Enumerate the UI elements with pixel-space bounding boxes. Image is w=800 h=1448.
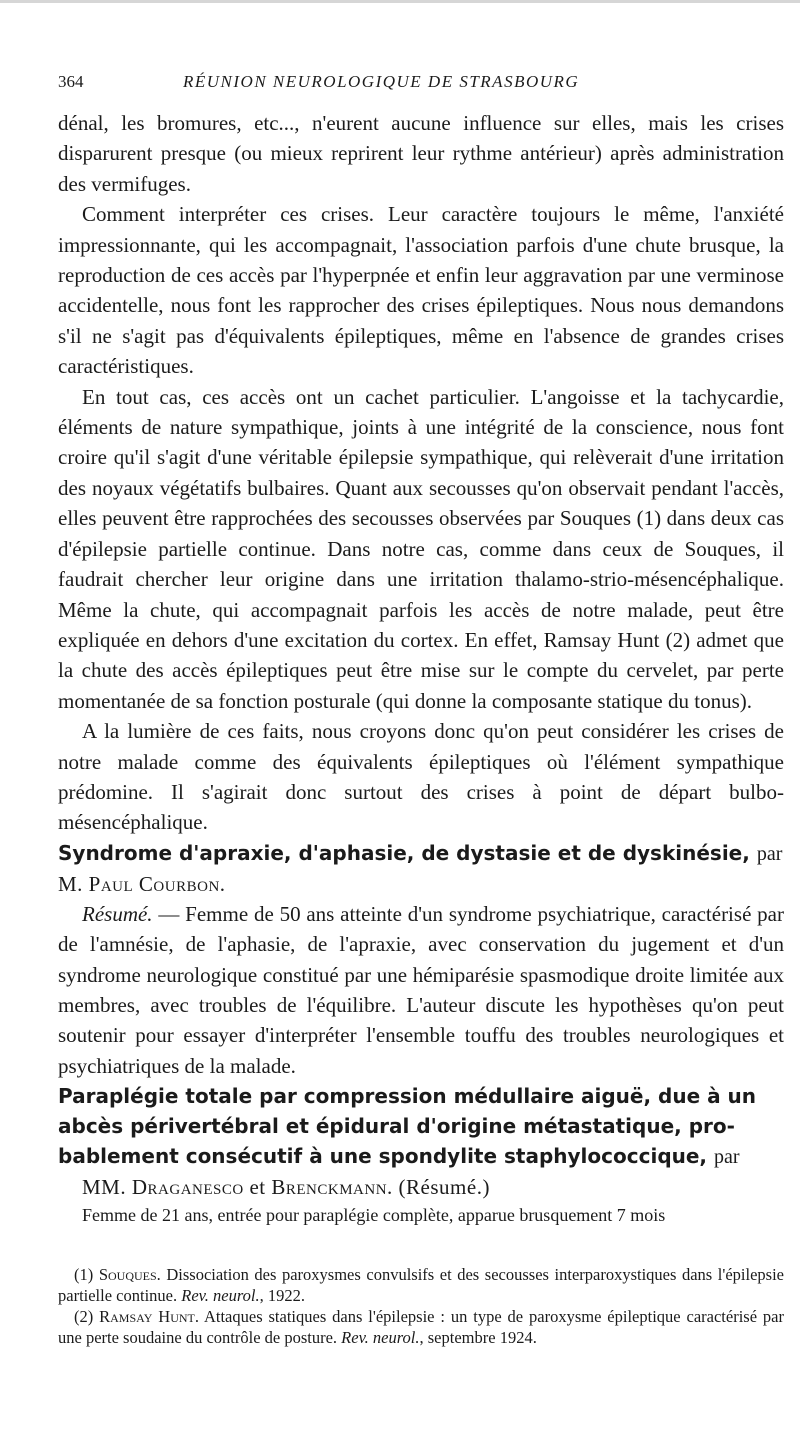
article-title-apraxia (58, 838, 784, 869)
resume-label: Résumé. (82, 901, 153, 926)
footnote-1-author: Souques (98, 1265, 157, 1284)
page-top-border (0, 0, 800, 3)
article-paraplegia-first-line: Femme de 21 ans, entrée pour paraplégie complète, apparue brusquement 7 mois (82, 1205, 666, 1226)
article-abstract-apraxia (58, 899, 784, 1081)
article-authors-paraplegia (82, 1172, 784, 1202)
article-author-courbon: M. Paul Courbon. (58, 871, 226, 896)
running-head: RÉUNION NEUROLOGIQUE DE STRASBOURG (183, 72, 580, 91)
page-number: 364 (58, 72, 84, 91)
authors-prefix: MM. (82, 1175, 132, 1200)
resume-text: — Femme de 50 ans atteinte d'un syndrome psychiatrique, caractérisé par de l'amnésie, de l'aphasie, de l'apraxie, avec conservation du jugement et d'un syndrome neurologique constitué par une hémiparésie spasmodique droite limitée aux membres, avec troubles de l'équilibre. L'auteur discute les hypothèses qu'on peut soutenir pour essayer d'interpréter l'ensemble touffu des troubles neurologiques et psychiatriques de la malade. (58, 901, 784, 1078)
paragraph-conclusion: A la lumière de ces faits, nous croyons donc qu'on peut considérer les crises de notre malade comme des équivalents épileptiques où l'élément sympathique prédomine. Il s'agirait donc surtout des crises à point de départ bulbo-mésencéphalique. (58, 719, 784, 835)
article-title-paraplegia-par: par (714, 1146, 740, 1169)
footnote-1-marker: (1) (74, 1265, 99, 1284)
article-title-paraplegia (58, 1081, 784, 1202)
article-title-apraxia-par: par (756, 842, 783, 865)
article-title-paraplegia-line1: Paraplégie totale par compression médullaire aiguë, due à un (58, 1084, 757, 1109)
footnote-2-journal: Rev. neurol. (341, 1328, 420, 1347)
author-brenckmann: Brenckmann (271, 1175, 388, 1200)
footnote-2-year: , septembre 1924. (419, 1328, 537, 1347)
paragraph-interpretation: Comment interpréter ces crises. Leur caractère toujours le même, l'anxiété impressionnante, qui les accompagnait, l'association parfois d'une chute brusque, la reproduction de ces accès par l'hyperpnée et enfin leur aggravation par une verminose accidentelle, nous font les rapprocher des crises épileptiques. Nous nous demandons s'il ne s'agit pas d'équivalents épileptiques, même en l'absence de grandes crises caractéristiques. (58, 202, 784, 379)
footnotes (58, 1264, 784, 1348)
article-title-paraplegia-line3-wrap (58, 1141, 784, 1172)
author-draganesco: Draganesco (131, 1175, 244, 1200)
article-title-paraplegia-line2: abcès périvertébral et épidural d'origine métastatique, pro- (58, 1114, 735, 1139)
paragraph-sympathetic-epilepsy: En tout cas, ces accès ont un cachet particulier. L'angoisse et la tachycardie, éléments de nature sympathique, joints à une intégrité de la conscience, nous font croire qu'il s'agit d'une véritable épilepsie sympathique, qui relèverait d'une irritation des noyaux végétatifs bulbaires. Quant aux secousses qu'on observait pendant l'accès, elles peuvent être rapprochées des secousses observées par Souques (1) dans deux cas d'épilepsie partielle continue. Dans notre cas, comme dans ceux de Souques, il faudrait chercher leur origine dans une irritation thalamo-strio-mésencéphalique. Même la chute, qui accompagnait parfois les accès de notre malade, peut être expliquée en dehors d'une excitation du cortex. En effet, Ramsay Hunt (2) admet que la chute des accès épileptiques peut être mise sur le compte du cervelet, par perte momentanée de sa fonction posturale (qui donne la composante statique du tonus). (58, 384, 784, 713)
footnote-2-marker: (2) (74, 1307, 100, 1326)
article-title-apraxia-text: Syndrome d'apraxie, d'aphasie, de dystasie et de dyskinésie, (58, 840, 750, 865)
footnote-2 (58, 1306, 784, 1348)
page-header (58, 72, 782, 96)
footnote-1-year: , 1922. (259, 1286, 305, 1305)
authors-suffix: . (Résumé.) (387, 1175, 490, 1200)
footnote-1-text: . Dissociation des paroxysmes convulsifs et des secousses interparoxystiques dans l'épilepsie partielle continue. (58, 1265, 784, 1305)
paragraph-continuation: dénal, les bromures, etc..., n'eurent aucune influence sur elles, mais les crises disparurent presque (ou mieux reprirent leur rythme antérieur) après administration des vermifuges. (58, 111, 784, 196)
footnote-1 (58, 1264, 784, 1306)
page-body (58, 108, 784, 1228)
article-title-paraplegia-line3: bablement consécutif à une spondylite staphylococcique, (58, 1144, 708, 1169)
footnote-2-author: Ramsay Hunt (99, 1307, 195, 1326)
footnote-2-text: . Attaques statiques dans l'épilepsie : un type de paroxysme épileptique caractérisé par une perte soudaine du contrôle de posture. (58, 1307, 784, 1347)
authors-and: et (243, 1175, 272, 1200)
footnote-1-journal: Rev. neurol. (181, 1286, 260, 1305)
